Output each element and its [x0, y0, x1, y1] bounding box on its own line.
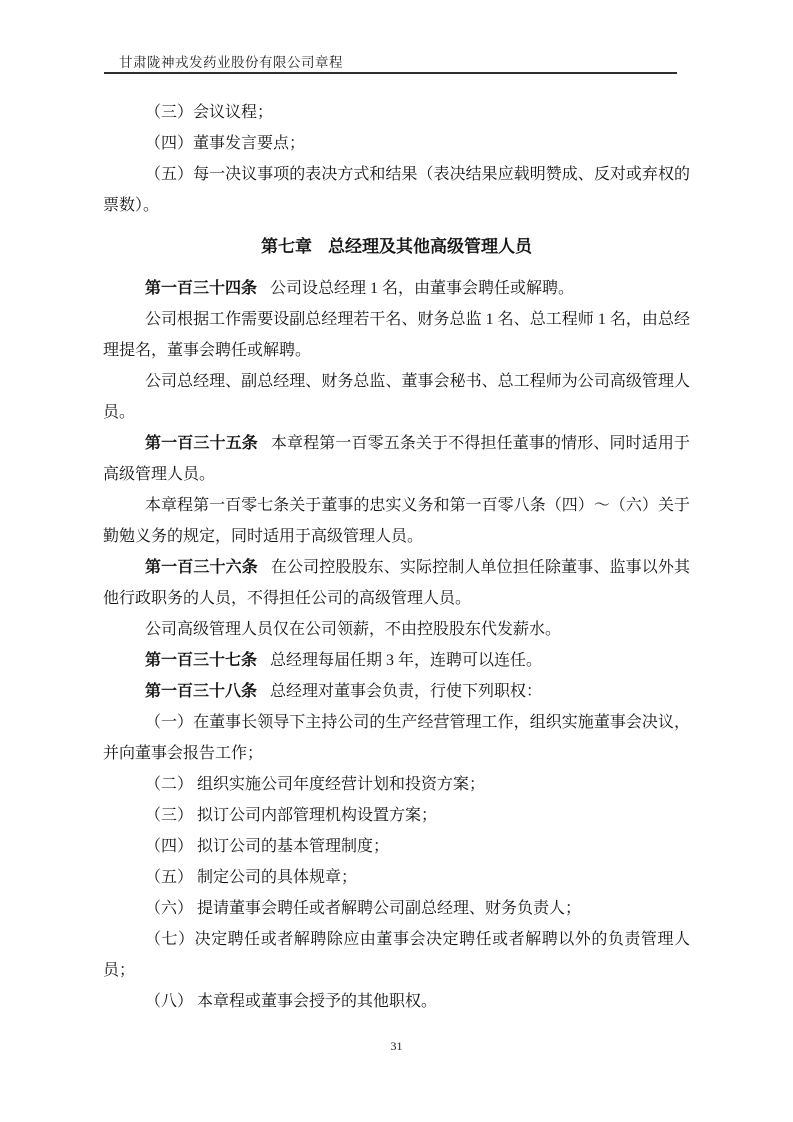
chapter-heading: [103, 231, 690, 263]
chapter-title: 总经理及其他高级管理人员: [328, 237, 532, 256]
intro-item: （五）每一决议事项的表决方式和结果（表决结果应载明赞成、反对或弃权的票数）。: [103, 166, 690, 214]
article-paragraph: [103, 552, 690, 614]
list-item: （四） 拟订公司的基本管理制度；: [145, 838, 390, 855]
paragraph: 公司高级管理人员仅在公司领薪，不由控股股东代发薪水。: [145, 621, 562, 638]
chapter-number: 第七章: [261, 237, 312, 256]
list-item: （六） 提请董事会聘任或者解聘公司副总经理、财务负责人；: [145, 900, 582, 917]
paragraph-text: 总经理对董事会负责，行使下列职权：: [270, 683, 543, 700]
paragraph: 公司根据工作需要设副总经理若干名、财务总监 1 名、总工程师 1 名，由总经理提名，董事会聘任或解聘。: [103, 311, 690, 359]
document-body: [103, 97, 690, 1017]
article-paragraph: [103, 676, 690, 707]
article-number: 第一百三十五条: [145, 435, 258, 452]
intro-item: （四）董事发言要点；: [145, 135, 306, 152]
article-paragraph: [103, 645, 690, 676]
list-item: （三） 拟订公司内部管理机构设置方案；: [145, 807, 438, 824]
list-item: （八） 本章程或董事会授予的其他职权。: [145, 993, 438, 1010]
paragraph-text: 公司设总经理 1 名，由董事会聘任或解聘。: [270, 280, 575, 297]
list-item: （一）在董事长领导下主持公司的生产经营管理工作，组织实施董事会决议，并向董事会报告工作；: [103, 714, 690, 762]
article-paragraph: [103, 428, 690, 490]
list-item: （七）决定聘任或者解聘除应由董事会决定聘任或者解聘以外的负责管理人员；: [103, 931, 690, 979]
intro-item: （三）会议议程；: [145, 104, 274, 121]
article-number: 第一百三十六条: [145, 559, 258, 576]
paragraph-text: 本章程第一百零五条关于不得担任董事的情形、同时适用于高级管理人员。: [103, 435, 690, 483]
paragraph-text: 在公司控股股东、实际控制人单位担任除董事、监事以外其他行政职务的人员，不得担任公司的高级管理人员。: [103, 559, 690, 607]
paragraph-text: 总经理每届任期 3 年，连聘可以连任。: [270, 652, 543, 669]
article-number: 第一百三十四条: [145, 280, 258, 297]
page-number: 31: [390, 1039, 403, 1053]
document-header-title: 甘肃陇神戎发药业股份有限公司章程: [119, 55, 343, 70]
list-item: （二） 组织实施公司年度经营计划和投资方案；: [145, 776, 486, 793]
paragraph: 公司总经理、副总经理、财务总监、董事会秘书、总工程师为公司高级管理人员。: [103, 373, 690, 421]
list-item: （五） 制定公司的具体规章；: [145, 869, 358, 886]
article-number: 第一百三十七条: [145, 652, 258, 669]
header-divider: [104, 72, 677, 74]
article-number: 第一百三十八条: [145, 683, 258, 700]
paragraph: 本章程第一百零七条关于董事的忠实义务和第一百零八条（四）～（六）关于勤勉义务的规定，同时适用于高级管理人员。: [103, 497, 690, 545]
article-paragraph: [103, 273, 690, 304]
